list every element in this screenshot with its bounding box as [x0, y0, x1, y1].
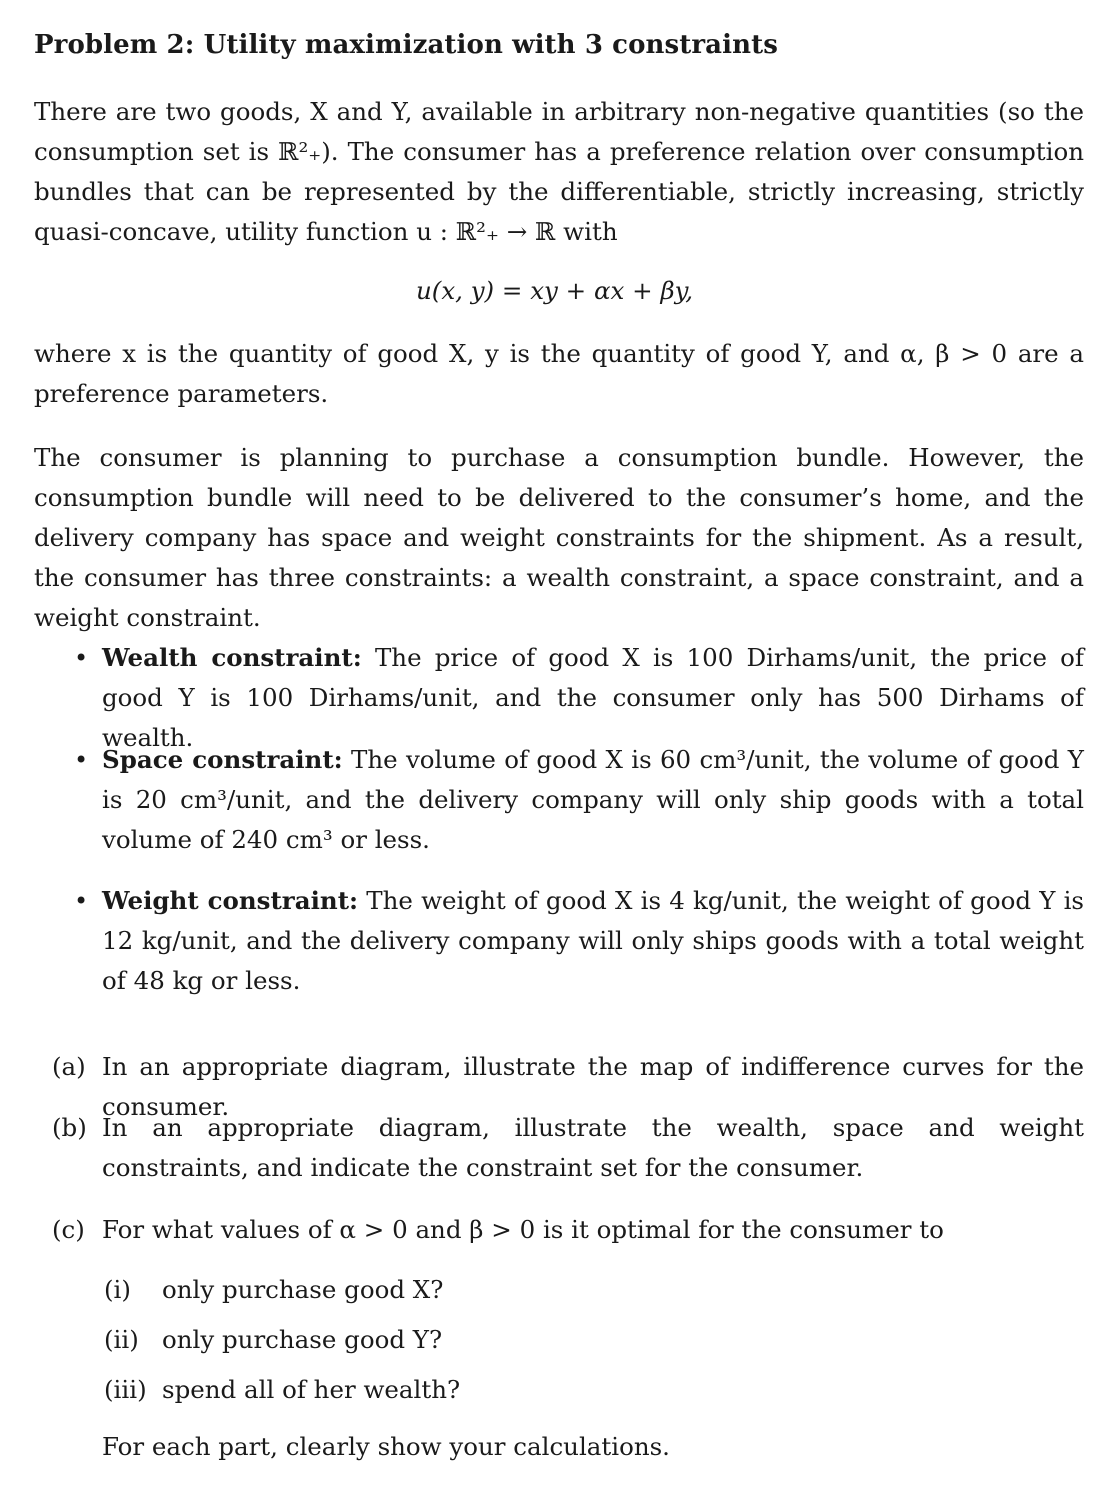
- list-item: [74, 740, 1084, 860]
- parameter-paragraph: where x is the quantity of good X, y is the quantity of good Y, and α, β > 0 are a preference parameters.: [34, 339, 1084, 408]
- constraints-intro-paragraph: The consumer is planning to purchase a consumption bundle. However, the consumption bundle will need to be delivered to the consumer’s home, and the delivery company has space and weight constraints for the shipment. As a result, the consumer has three constraints: a wealth constraint, a space constraint, and a weight constraint.: [34, 443, 1084, 632]
- problem-title: Problem 2: Utility maximization with 3 constraints: [34, 30, 778, 60]
- question-label: (b): [52, 1113, 87, 1142]
- question-c: [52, 1210, 1084, 1250]
- subquestion-text: only purchase good Y?: [162, 1325, 443, 1354]
- list-item: [74, 881, 1084, 1001]
- question-text: In an appropriate diagram, illustrate the map of indifference curves for the consumer.: [102, 1052, 1084, 1121]
- subquestion-i: [104, 1270, 1062, 1310]
- subquestion-label: (iii): [104, 1375, 147, 1404]
- bullet-label: Wealth constraint:: [102, 643, 362, 672]
- bullet-text: The volume of good X is 60 cm³/unit, the volume of good Y is 20 cm³/unit, and the delivery company will only ship goods with a total volume of 240 cm³ or less.: [102, 745, 1084, 854]
- bullet-icon: •: [74, 887, 89, 915]
- intro-paragraph: There are two goods, X and Y, available in arbitrary non-negative quantities (so the consumption set is ℝ²₊). The consumer has a preference relation over consumption bundles that can be represented by the differentiable, strictly increasing, strictly quasi-concave, utility function u : ℝ²₊ → ℝ with: [34, 97, 1084, 246]
- subquestion-label: (i): [104, 1275, 131, 1304]
- question-b: [52, 1108, 1084, 1188]
- subquestion-text: spend all of her wealth?: [162, 1375, 461, 1404]
- subquestion-ii: [104, 1320, 1062, 1360]
- question-text: In an appropriate diagram, illustrate the wealth, space and weight constraints, and indicate the constraint set for the consumer.: [102, 1113, 1084, 1182]
- question-label: (a): [52, 1052, 86, 1081]
- bullet-text: The price of good X is 100 Dirhams/unit, the price of good Y is 100 Dirhams/unit, and the consumer only has 500 Dirhams of wealth.: [102, 643, 1084, 752]
- question-label: (c): [52, 1215, 85, 1244]
- closing-instruction: For each part, clearly show your calculations.: [102, 1432, 670, 1461]
- question-text: For what values of α > 0 and β > 0 is it optimal for the consumer to: [102, 1215, 944, 1244]
- bullet-label: Weight constraint:: [102, 886, 359, 915]
- subquestion-label: (ii): [104, 1325, 139, 1354]
- utility-equation: u(x, y) = xy + αx + βy,: [415, 276, 693, 305]
- bullet-icon: •: [74, 746, 89, 774]
- bullet-label: Space constraint:: [102, 745, 343, 774]
- subquestion-iii: [104, 1370, 1062, 1410]
- subquestion-text: only purchase good X?: [162, 1275, 444, 1304]
- bullet-text: The weight of good X is 4 kg/unit, the weight of good Y is 12 kg/unit, and the delivery company will only ships goods with a total weight of 48 kg or less.: [102, 886, 1084, 995]
- bullet-icon: •: [74, 644, 89, 672]
